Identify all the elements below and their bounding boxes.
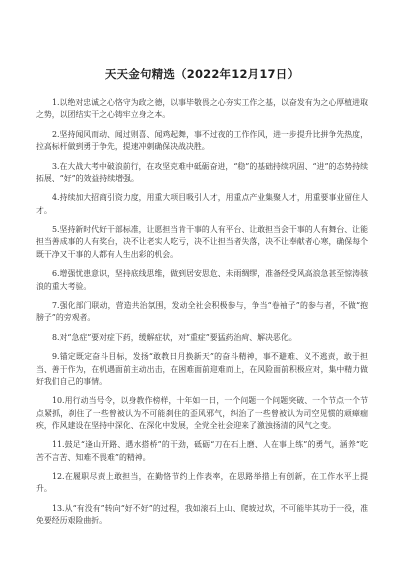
quote-item: 11.鼓足“逢山开路、遇水搭桥”的干劲，砥砺“刀在石上磨、人在事上练”的勇气，涵养“吃苦不言苦、知难不畏难”的精神。 — [36, 440, 368, 462]
quote-item: 1.以绝对忠诚之心恪守为政之德，以事毕敬畏之心夯实工作之基，以奋发有为之心厚植进取之势，以团结实干之心铸牢立身之本。 — [36, 98, 368, 120]
quote-item: 9.锚定既定奋斗目标，发扬“敢教日月换新天”的奋斗精神，事不避难、义不逃责，敢于担当、善于作为，在机遇面前主动出击，在困难面前迎难而上，在风险面前积极应对，集中精力做好我们自己的事情。 — [36, 352, 368, 386]
quote-list — [36, 97, 368, 528]
quote-item: 13.从“有没有”转向“好不好”的过程，我如滚石上山、爬坡过坎，不可能毕其功于一役，准免要经历艰险曲折。 — [36, 503, 368, 526]
quote-item: 5.坚持新时代好干部标准，让愿担当肯干事的人有平台、让敢担当会干事的人有舞台、让能担当善成事的人有奖台，决不让老实人吃亏，决不让担当者失落，决不让奉献者心寒，确保每个既干净又干事的人都有人生出彩的机会。 — [36, 225, 368, 259]
quote-item: 6.增强忧患意识，坚持底线思维，做到居安思危、未雨绸缪，准备经受风高浪急甚至惊涛骇浪的重大考验。 — [36, 269, 368, 291]
quote-item: 12.在履职尽责上敢担当，在勤恪节约上作表率，在思路举措上有创新，在工作水平上提升。 — [36, 472, 368, 494]
quote-item: 7.强化部门联动，营造共治氛围，发动全社会积极参与，争当“卷袖子”的参与者，不做“抱膀子”的旁观者。 — [36, 300, 368, 323]
quote-item: 3.在大战大考中破浪前行，在攻坚克难中砥砺奋进，“稳”的基础持续巩固、“进”的态势持续拓展、“好”的效益持续增强。 — [36, 161, 368, 183]
page-title: 天天金句精选（2022年12月17日） — [104, 67, 300, 81]
quote-item: 10.用行动当号令，以身教作榜样，十年如一日，一个问题一个问题突破、一个节点一个节点紧抓，刹住了一些曾被认为不可能刹住的歪风邪气，纠治了一些曾被认为司空见惯的顽瘴痼疾，作风建设在坚持中深化、在深化中发展，全党全社会迎来了激浊扬清的风气之变。 — [36, 396, 368, 430]
quote-item: 8.对“急症”要对症下药，缓解症状，对“重症”要猛药治疴、解决恶化。 — [52, 332, 297, 342]
quote-item: 2.坚持闻风而动、闻过则喜、闻鸡起舞，事不过夜的工作作风，进一步提升比拼争先热度，拉高标杆做到勇于争先，提速冲刺确保决战决胜。 — [36, 129, 368, 152]
quote-item: 4.持续加大招商引资力度，用重大项目吸引人才，用重点产业集聚人才，用重要事业留住人才。 — [36, 193, 368, 215]
